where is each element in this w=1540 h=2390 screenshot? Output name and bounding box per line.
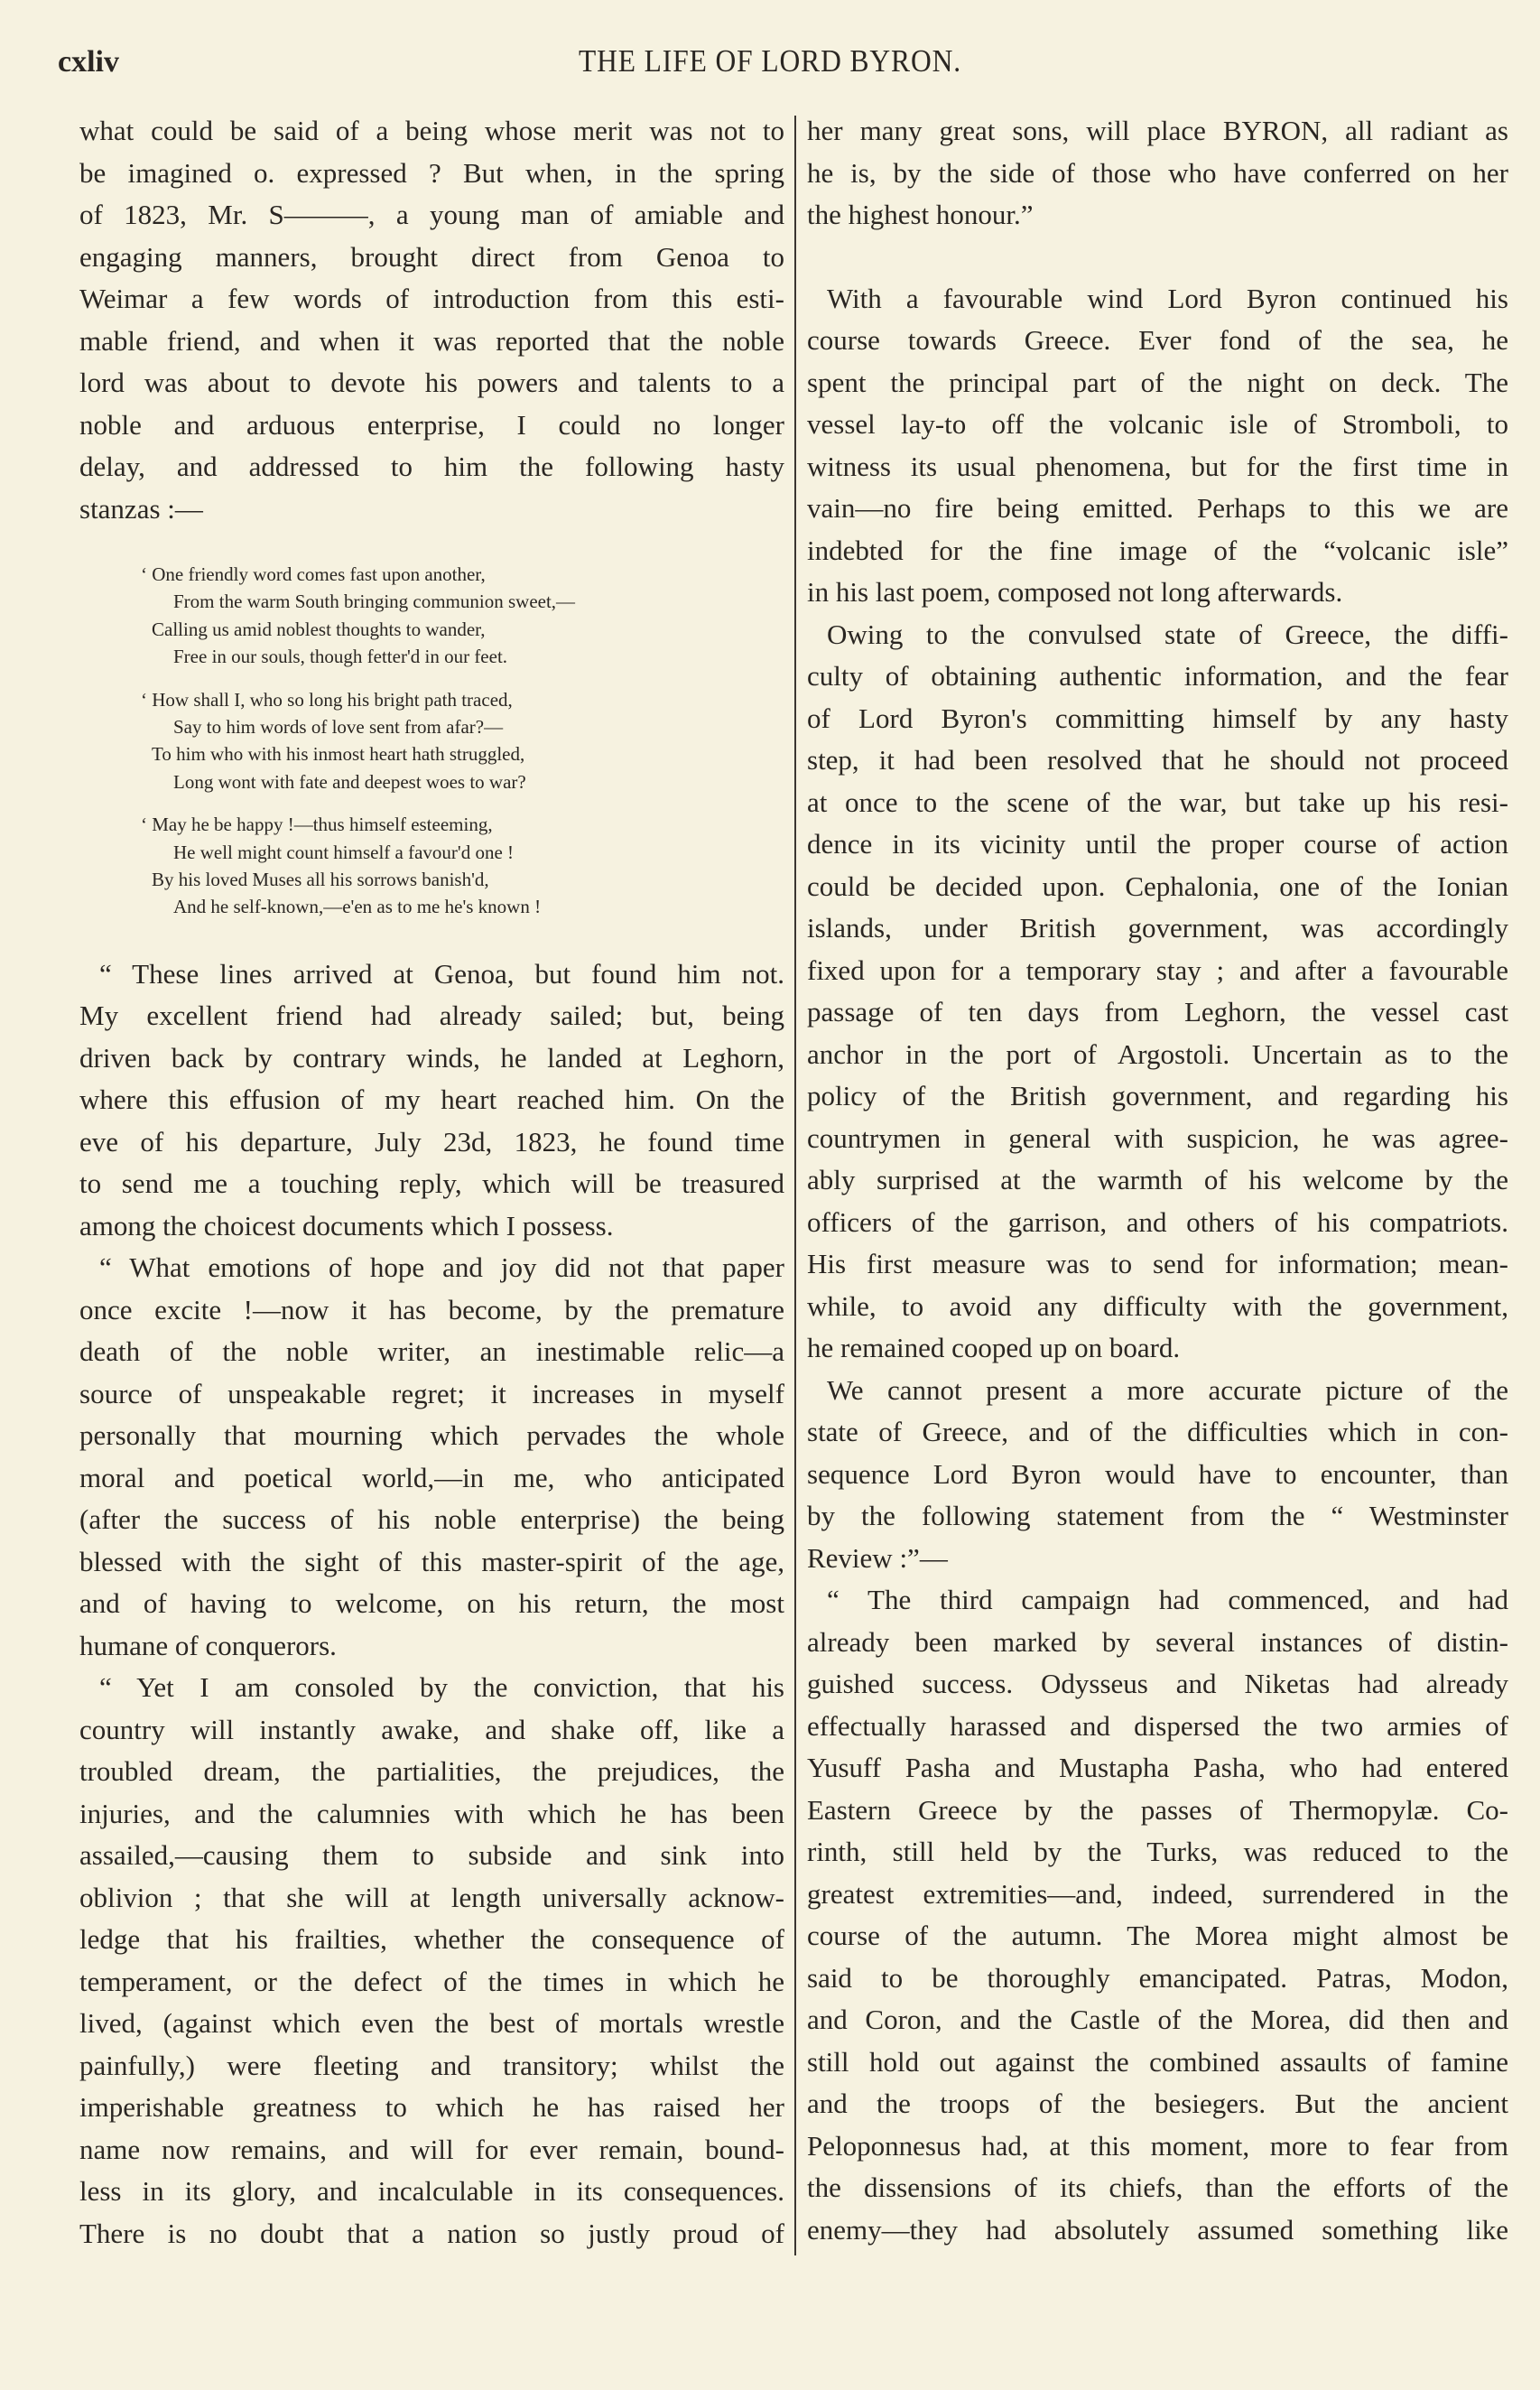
page-number: cxliv	[58, 45, 119, 79]
text-line: temperament, or the defect of the times in which he	[79, 1965, 784, 1997]
poem-line: ‘ May he be happy !—thus himself esteeming,	[141, 814, 493, 836]
text-line: enemy—they had absolutely assumed something like	[807, 2213, 1508, 2246]
poem-line: He well might count himself a favour'd one !	[173, 841, 515, 863]
text-line: oblivion ; that she will at length universally acknow-	[79, 1881, 784, 1913]
text-line: ledge that his frailties, whether the consequence of	[79, 1923, 784, 1956]
text-line: Yusuff Pasha and Mustapha Pasha, who had entered	[807, 1752, 1508, 1783]
text-line: state of Greece, and of the difficulties which in con-	[807, 1416, 1508, 1447]
text-line: vessel lay-to off the volcanic isle of Stromboli, to	[807, 408, 1508, 440]
text-line: eve of his departure, July 23d, 1823, he found time	[79, 1125, 784, 1158]
text-line: step, it had been resolved that he should not proceed	[807, 744, 1508, 776]
text-line: Peloponnesus had, at this moment, more to fear from	[807, 2129, 1508, 2162]
text-line: noble and arduous enterprise, I could no longer	[79, 408, 784, 441]
paragraph	[807, 614, 1508, 1370]
text-line: injuries, and the calumnies with which he has been	[79, 1797, 784, 1829]
poem-stanzas	[79, 561, 784, 921]
paragraph	[807, 110, 1508, 237]
text-line: “ What emotions of hope and joy did not that paper	[99, 1251, 784, 1284]
paragraph	[807, 1579, 1508, 2251]
text-line: Weimar a few words of introduction from this esti-	[79, 283, 784, 314]
text-line: witness its usual phenomena, but for the first time in	[807, 450, 1508, 482]
text-line: of 1823, Mr. S———, a young man of amiable and	[79, 199, 784, 230]
column-divider	[794, 116, 796, 2255]
text-line: troubled dream, the partialities, the prejudices, the	[79, 1755, 784, 1788]
text-line: he is, by the side of those who have conferred on her	[807, 156, 1508, 189]
text-line: culty of obtaining authentic information, and the fear	[807, 660, 1508, 692]
running-title: THE LIFE OF LORD BYRON.	[578, 43, 962, 79]
text-line: course towards Greece. Ever fond of the sea, he	[807, 324, 1508, 356]
text-line: in his last poem, composed not long afterwards.	[807, 576, 1343, 608]
paragraph	[807, 1370, 1508, 1580]
text-line: “ These lines arrived at Genoa, but found him not.	[99, 957, 784, 990]
text-line: death of the noble writer, an inestimable relic—a	[79, 1335, 784, 1368]
poem-line: From the warm South bringing communion sweet,—	[173, 591, 576, 613]
text-line: less in its glory, and incalculable in its consequences.	[79, 2175, 784, 2208]
paragraph	[79, 1247, 784, 1667]
text-line: officers of the garrison, and others of his compatriots.	[807, 1205, 1508, 1238]
text-line: to send me a touching reply, which will be treasured	[79, 1167, 784, 1200]
text-line: His first measure was to send for information; mean-	[807, 1248, 1508, 1279]
text-line: effectually harassed and dispersed the two armies of	[807, 1709, 1508, 1742]
text-line: spent the principal part of the night on deck. The	[807, 366, 1508, 398]
text-line: moral and poetical world,—in me, who anticipated	[79, 1461, 784, 1493]
text-line: blessed with the sight of this master-spirit of the age,	[79, 1545, 784, 1577]
text-line: where this effusion of my heart reached him. On the	[79, 1083, 784, 1116]
text-line: once excite !—now it has become, by the premature	[79, 1293, 784, 1325]
poem-line: And he self-known,—e'en as to me he's known !	[173, 896, 542, 918]
text-line: islands, under British government, was accordingly	[807, 912, 1508, 944]
poem-stanza	[79, 686, 784, 796]
text-line: “ The third campaign had commenced, and had	[827, 1584, 1508, 1615]
text-line: lord was about to devote his powers and talents to a	[79, 367, 784, 398]
text-line: among the choicest documents which I possess.	[79, 1209, 614, 1241]
text-line: stanzas :—	[79, 492, 203, 525]
poem-line: Free in our souls, though fetter'd in our feet.	[173, 646, 508, 668]
text-line: Review :”—	[807, 1541, 948, 1574]
text-line: With a favourable wind Lord Byron continued his	[827, 282, 1508, 314]
text-line: delay, and addressed to him the following hasty	[79, 451, 784, 482]
poem-line: ‘ How shall I, who so long his bright path traced,	[141, 688, 513, 711]
text-line: lived, (against which even the best of mortals wrestle	[79, 2007, 784, 2040]
paragraph	[79, 1667, 784, 2255]
text-line: could be decided upon. Cephalonia, one of the Ionian	[807, 870, 1508, 902]
text-line: guished success. Odysseus and Niketas had already	[807, 1668, 1508, 1699]
text-line: imperishable greatness to which he has raised her	[79, 2091, 784, 2124]
text-line: painfully,) were fleeting and transitory; whilst the	[79, 2049, 784, 2081]
text-line: Owing to the convulsed state of Greece, the diffi-	[827, 618, 1508, 650]
text-line: course of the autumn. The Morea might almost be	[807, 1920, 1508, 1951]
text-line: sequence Lord Byron would have to encounter, than	[807, 1457, 1508, 1490]
poem-line: By his loved Muses all his sorrows banish'd,	[152, 868, 489, 890]
text-line: already been marked by several instances of distin-	[807, 1625, 1508, 1658]
paragraph	[79, 953, 784, 1248]
text-line: personally that mourning which pervades the whole	[79, 1419, 784, 1452]
poem-line: To him who with his inmost heart hath struggled,	[152, 743, 525, 766]
text-line: while, to avoid any difficulty with the government,	[807, 1289, 1508, 1322]
text-line: dence in its vicinity until the proper course of action	[807, 828, 1508, 860]
text-line: countrymen in general with suspicion, he was agree-	[807, 1121, 1508, 1154]
paragraph	[79, 110, 784, 530]
text-line: of Lord Byron's committing himself by any hasty	[807, 702, 1508, 734]
text-line: My excellent friend had already sailed; but, being	[79, 1000, 784, 1032]
text-line: greatest extremities—and, indeed, surrendered in the	[807, 1877, 1508, 1910]
text-line: There is no doubt that a nation so justly proud of	[79, 2217, 784, 2249]
text-line: (after the success of his noble enterprise) the being	[79, 1503, 784, 1536]
text-line: and Coron, and the Castle of the Morea, did then and	[807, 2004, 1508, 2035]
text-line: her many great sons, will place BYRON, all radiant as	[807, 115, 1508, 146]
poem-line: ‘ One friendly word comes fast upon another,	[141, 563, 486, 585]
poem-line: Long wont with fate and deepest woes to war?	[173, 770, 526, 793]
text-line: mable friend, and when it was reported that the noble	[79, 324, 784, 357]
right-column	[807, 110, 1508, 2251]
left-prose-after-poem	[79, 953, 784, 2255]
text-line: We cannot present a more accurate picture of the	[827, 1373, 1508, 1406]
left-column	[79, 110, 784, 2255]
poem-line: Calling us amid noblest thoughts to wander,	[152, 618, 486, 640]
text-line: he remained cooped up on board.	[807, 1332, 1181, 1363]
text-line: ably surprised at the warmth of his welcome by the	[807, 1164, 1508, 1195]
text-line: by the following statement from the “ Westminster	[807, 1500, 1508, 1531]
text-line: vain—no fire being emitted. Perhaps to this we are	[807, 492, 1508, 524]
text-line: the highest honour.”	[807, 199, 1034, 230]
text-line: country will instantly awake, and shake off, like a	[79, 1713, 784, 1745]
poem-stanza	[79, 811, 784, 921]
paragraph-gap	[807, 237, 1508, 278]
text-line: anchor in the port of Argostoli. Uncertain as to the	[807, 1037, 1508, 1070]
text-line: at once to the scene of the war, but take up his resi-	[807, 786, 1508, 818]
text-line: policy of the British government, and regarding his	[807, 1080, 1508, 1111]
text-line: the dissensions of its chiefs, than the efforts of the	[807, 2171, 1508, 2203]
poem-line: Say to him words of love sent from afar?—	[173, 715, 504, 738]
text-line: what could be said of a being whose merit was not to	[79, 115, 784, 146]
text-line: and of having to welcome, on his return, the most	[79, 1587, 784, 1620]
text-line: rinth, still held by the Turks, was reduced to the	[807, 1836, 1508, 1867]
text-line: still hold out against the combined assaults of famine	[807, 2045, 1508, 2078]
text-line: passage of ten days from Leghorn, the vessel cast	[807, 996, 1508, 1028]
left-prose-before-poem	[79, 110, 784, 530]
text-line: humane of conquerors.	[79, 1629, 337, 1661]
text-line: said to be thoroughly emancipated. Patras, Modon,	[807, 1961, 1508, 1994]
text-line: indebted for the fine image of the “volcanic isle”	[807, 534, 1508, 566]
paragraph	[807, 278, 1508, 614]
text-line: engaging manners, brought direct from Genoa to	[79, 240, 784, 273]
text-line: driven back by contrary winds, he landed at Leghorn,	[79, 1041, 784, 1074]
poem-stanza	[79, 561, 784, 671]
text-line: assailed,—causing them to subside and sink into	[79, 1839, 784, 1872]
text-line: name now remains, and will for ever remain, bound-	[79, 2133, 784, 2165]
text-line: be imagined o. expressed ? But when, in the spring	[79, 156, 784, 189]
text-line: Eastern Greece by the passes of Thermopylæ. Co-	[807, 1793, 1508, 1826]
text-line: and the troops of the besiegers. But the ancient	[807, 2088, 1508, 2119]
text-line: “ Yet I am consoled by the conviction, that his	[99, 1671, 784, 1704]
text-line: fixed upon for a temporary stay ; and after a favourable	[807, 953, 1508, 986]
text-line: source of unspeakable regret; it increases in myself	[79, 1377, 784, 1409]
